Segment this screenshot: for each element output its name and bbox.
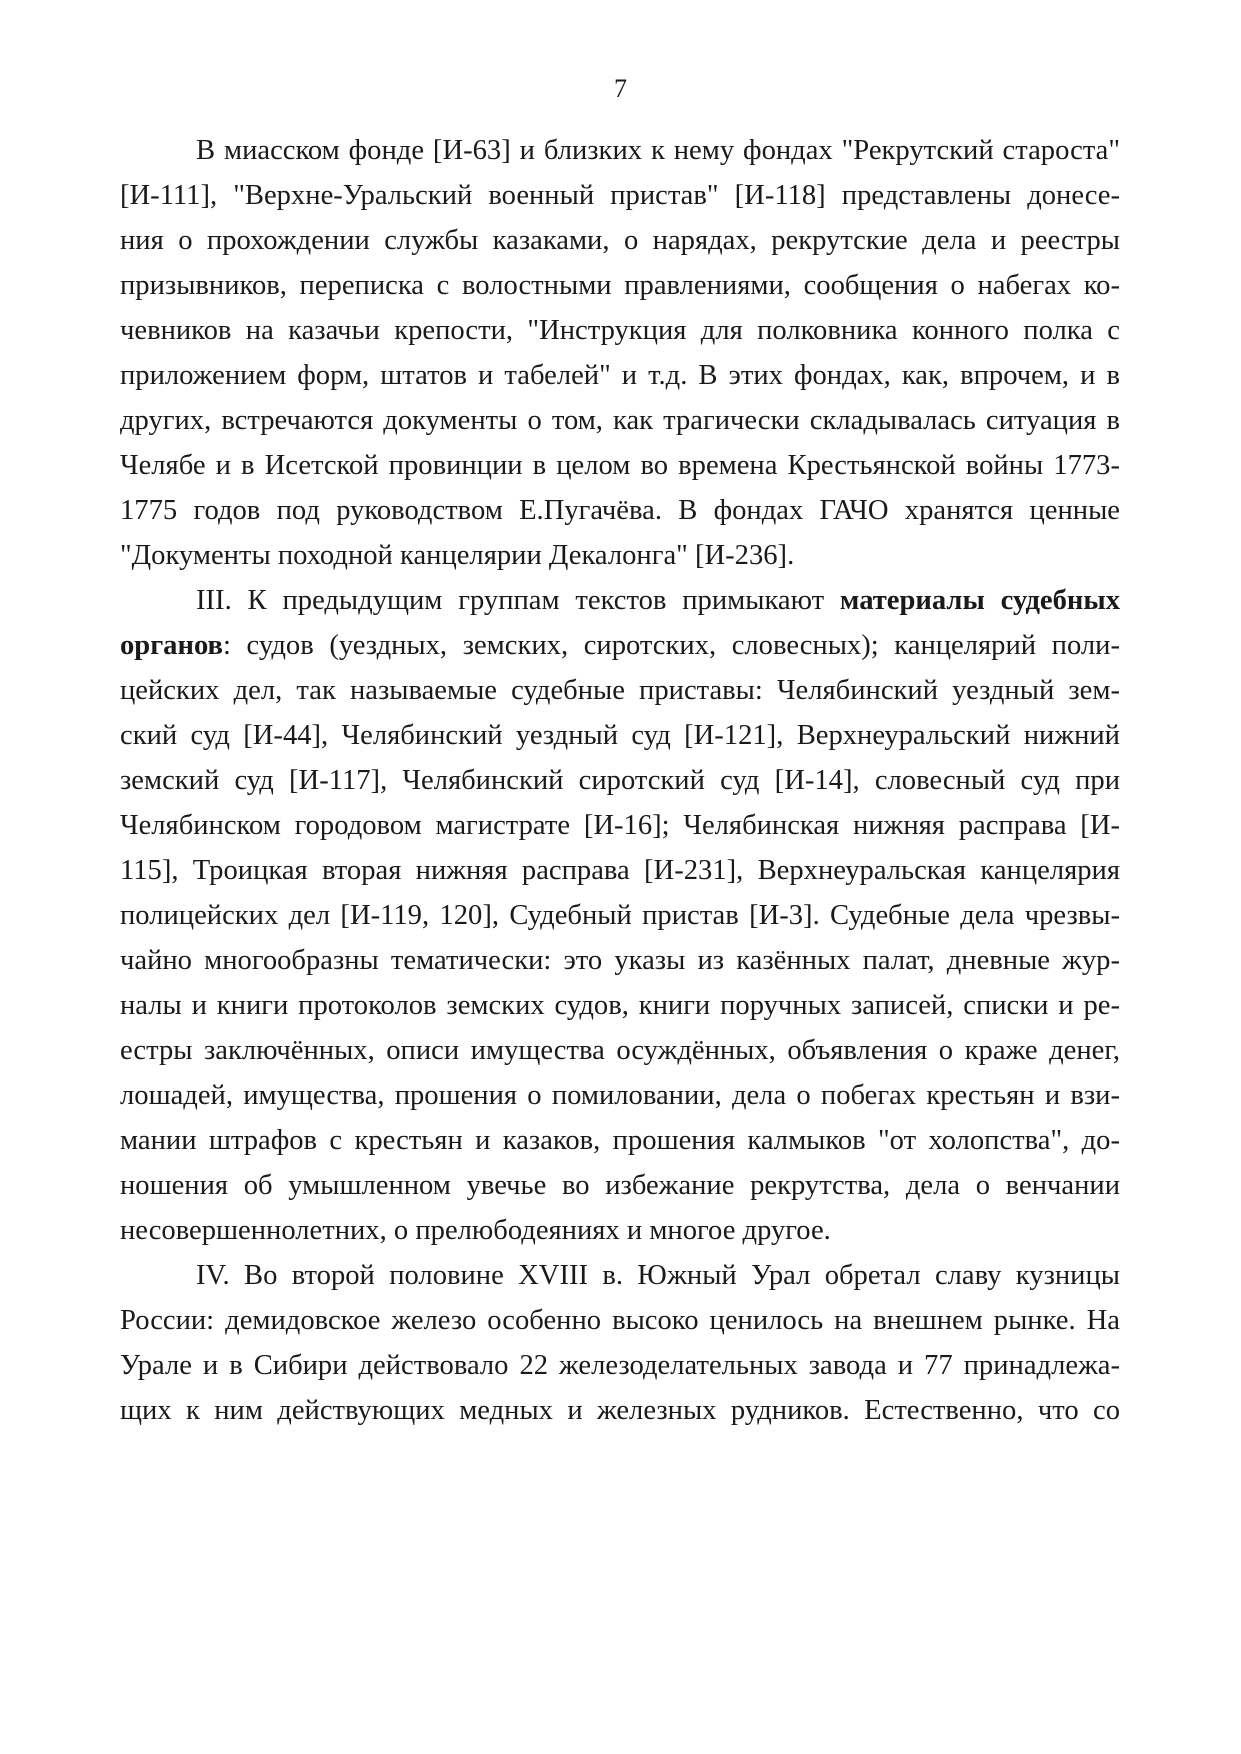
bold-term: материалы судебных bbox=[839, 585, 1120, 616]
page-number: 7 bbox=[614, 74, 627, 103]
text-span: : судов (уездных, земских, сиротских, словесных); канцелярий поли- bbox=[222, 630, 1120, 661]
text-line: "Документы походной канцелярии Декалонга" [И-236]. bbox=[120, 540, 795, 571]
text-line: других, встречаются документы о том, как трагически складывалась ситуация в bbox=[120, 405, 1120, 436]
text-line: IV. Во второй половине XVIII в. Южный Урал обретал славу кузницы bbox=[196, 1260, 1120, 1291]
text-line: полицейских дел [И-119, 120], Судебный пристав [И-3]. Судебные дела чрезвы- bbox=[120, 900, 1120, 931]
text-line: приложением форм, штатов и табелей" и т.д. В этих фондах, как, впрочем, и в bbox=[120, 360, 1120, 391]
text-line: налы и книги протоколов земских судов, книги поручных записей, списки и ре- bbox=[120, 990, 1120, 1021]
text-span: III. К предыдущим группам текстов примыкают bbox=[196, 585, 840, 616]
bold-term: органов bbox=[120, 630, 223, 661]
text-line: ния о прохождении службы казаками, о нарядах, рекрутские дела и реестры bbox=[120, 225, 1120, 256]
text-line: Челябе и в Исетской провинции в целом во времена Крестьянской войны 1773- bbox=[120, 450, 1120, 481]
text-line: Урале и в Сибири действовало 22 железоделательных завода и 77 принадлежа- bbox=[120, 1350, 1120, 1381]
text-line: чайно многообразны тематически: это указы из казённых палат, дневные жур- bbox=[120, 945, 1120, 976]
text-line: 1775 годов под руководством Е.Пугачёва. В фондах ГАЧО хранятся ценные bbox=[120, 495, 1120, 526]
text-line: В миасском фонде [И-63] и близких к нему фондах "Рекрутский староста" bbox=[196, 135, 1120, 166]
text-line: цейских дел, так называемые судебные приставы: Челябинский уездный зем- bbox=[120, 675, 1120, 706]
text-line: земский суд [И-117], Челябинский сиротский суд [И-14], словесный суд при bbox=[120, 765, 1120, 796]
text-line: ский суд [И-44], Челябинский уездный суд [И-121], Верхнеуральский нижний bbox=[120, 720, 1120, 751]
text-line: чевников на казачьи крепости, "Инструкция для полковника конного полка с bbox=[120, 315, 1120, 346]
text-line: ношения об умышленном увечье во избежание рекрутства, дела о венчании bbox=[120, 1170, 1120, 1201]
text-line: лошадей, имущества, прошения о помиловании, дела о побегах крестьян и взи- bbox=[120, 1080, 1120, 1111]
text-line: Челябинском городовом магистрате [И-16]; Челябинская нижняя расправа [И- bbox=[120, 810, 1120, 841]
text-line: естры заключённых, описи имущества осуждённых, объявления о краже денег, bbox=[120, 1035, 1120, 1066]
text-line: несовершеннолетних, о прелюбодеяниях и многое другое. bbox=[120, 1215, 831, 1246]
text-line: мании штрафов с крестьян и казаков, прошения калмыков "от холопства", до- bbox=[120, 1125, 1120, 1156]
text-line: России: демидовское железо особенно высоко ценилось на внешнем рынке. На bbox=[120, 1305, 1120, 1336]
text-line bbox=[120, 628, 1120, 664]
text-line bbox=[196, 583, 1120, 619]
text-line: 115], Троицкая вторая нижняя расправа [И-231], Верхнеуральская канцелярия bbox=[120, 855, 1120, 886]
text-line: призывников, переписка с волостными правлениями, сообщения о набегах ко- bbox=[120, 270, 1120, 301]
text-line: щих к ним действующих медных и железных рудников. Естественно, что со bbox=[120, 1395, 1120, 1426]
text-line: [И-111], "Верхне-Уральский военный пристав" [И-118] представлены донесе- bbox=[120, 180, 1120, 211]
